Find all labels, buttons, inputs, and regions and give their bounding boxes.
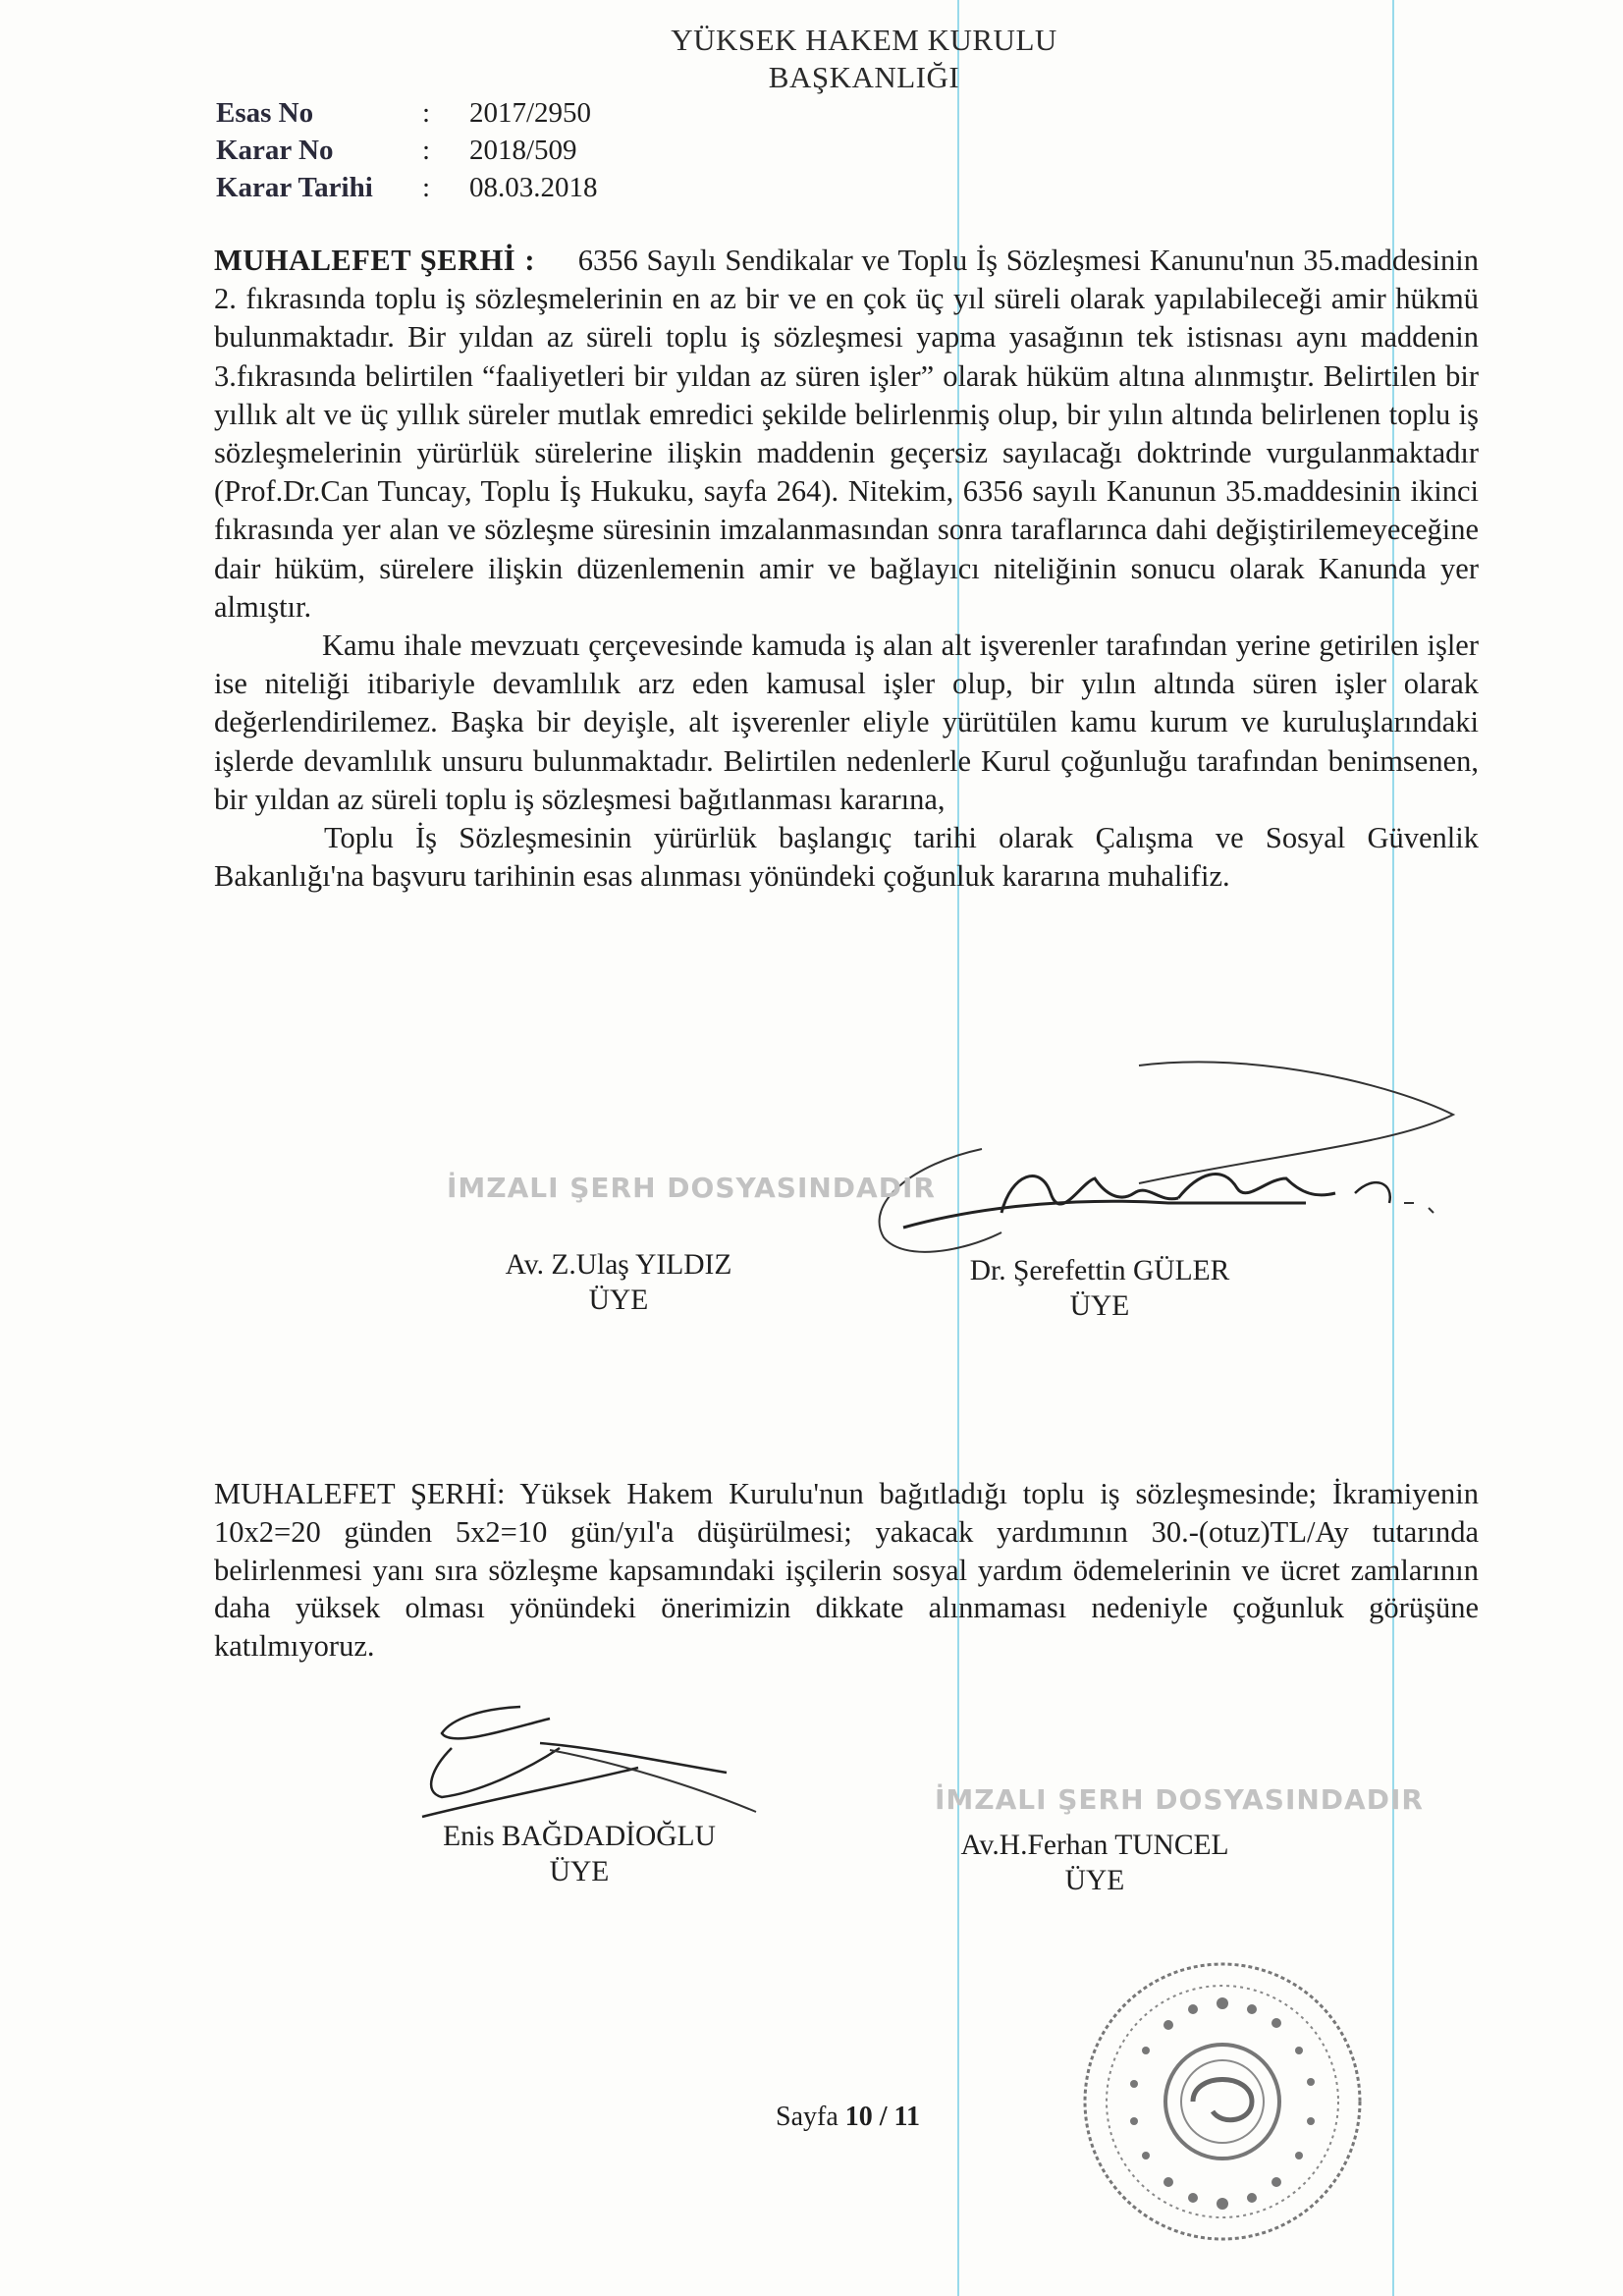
meta-row-tarih: Karar Tarihi : 08.03.2018 xyxy=(216,169,598,206)
signer-yildiz xyxy=(432,1247,805,1318)
signature-bagdadioglu xyxy=(403,1689,776,1836)
case-metadata xyxy=(216,94,598,206)
institution-header xyxy=(589,22,1139,96)
signer-title: ÜYE xyxy=(549,1856,610,1887)
dissent-2-paragraph: MUHALEFET ŞERHİ: Yüksek Hakem Kurulu'nun bağıtladığı toplu iş sözleşmesinde; İkramiyenin 10x2=20 günden 5x2=10 gün/yıl'a düşürülmesi; yakacak yardımının 30.-(otuz)TL/Ay tutarında belirlenmesi yanı sıra sözleşme kapsamındaki işçilerin sosyal yardım ödemelerinin ve ücret zamlarının daha yüksek olması yönündeki önerimizin dikkate alınmaması nedeniyle çoğunluk görüşüne katılmıyoruz. xyxy=(214,1477,1479,1664)
page-total: 11 xyxy=(893,2102,921,2132)
meta-label: Karar Tarihi xyxy=(216,172,373,203)
meta-row-esas: Esas No : 2017/2950 xyxy=(216,94,598,132)
header-line-1: YÜKSEK HAKEM KURULU xyxy=(671,23,1057,57)
signer-name: Av.H.Ferhan TUNCEL xyxy=(960,1830,1229,1861)
signer-title: ÜYE xyxy=(588,1285,649,1316)
dissent-1-heading: MUHALEFET ŞERHİ : xyxy=(214,244,536,277)
dissent-section-2 xyxy=(214,1475,1479,1666)
signature-guler xyxy=(844,1056,1512,1282)
signer-name: Dr. Şerefettin GÜLER xyxy=(969,1255,1230,1286)
page-label: Sayfa xyxy=(776,2102,839,2132)
dissent-1-paragraph-2: Kamu ihale mevzuatı çerçevesinde kamuda iş alan alt işverenler tarafından yerine getirilen işler ise niteliği itibariyle devamlılık arz eden kamusal işler olup, bir yılın altında süren işler olarak değerlendirilemez. Başka bir deyişle, alt işverenler eliyle yürütülen kamu kurum ve kuruluşlarındaki işlerde devamlılık unsuru bulunmaktadır. Belirtilen nedenlerle Kurul çoğunluğu tarafından benimsenen, bir yıldan az süreli toplu iş sözleşmesi bağıtlanması kararına, xyxy=(214,629,1479,816)
dissent-1-paragraph-1 xyxy=(214,242,1479,627)
dissent-section-1 xyxy=(214,242,1479,896)
signer-bagdadioglu xyxy=(393,1819,766,1889)
meta-row-karar: Karar No : 2018/509 xyxy=(216,132,598,169)
page-number xyxy=(776,2102,920,2133)
page-current: 10 xyxy=(844,2102,873,2132)
dissent-1-body: 6356 Sayılı Sendikalar ve Toplu İş Sözleşmesi Kanunu'nun 35.maddesinin 2. fıkrasında toplu iş sözleşmelerinin en az bir ve en çok üç yıl süreli olarak yapılabileceği amir hükmü bulunmaktadır. Bir yıldan az süreli toplu iş sözleşmesi yapma yasağının tek istisnası aynı maddenin 3.fıkrasında belirtilen “faaliyetleri bir yıldan az süren işler” olarak hüküm altına alınmıştır. Belirtilen bir yıllık alt ve üç yıllık süreler mutlak emredici şekilde belirlenmiş olup, bir yılın altında belirlenen toplu iş sözleşmelerinin yürürlük sürelerine ilişkin maddenin geçersiz sayılacağı doktrinde vurgulanmaktadır (Prof.Dr.Can Tuncay, Toplu İş Hukuku, sayfa 264). Nitekim, 6356 sayılı Kanunun 35.maddesinin ikinci fıkrasında yer alan ve sözleşme süresinin imzalanmasından sonra taraflarınca dahi değiştirilemeyeceğine dair hüküm, sürelere ilişkin düzenlemenin amir ve bağlayıcı niteliğinin sonucu olarak Kanunda yer almıştır. xyxy=(214,244,1479,624)
signer-title: ÜYE xyxy=(1064,1865,1125,1896)
signer-name: Av. Z.Ulaş YILDIZ xyxy=(505,1249,732,1281)
signer-name: Enis BAĞDADİOĞLU xyxy=(443,1821,716,1852)
meta-value: 08.03.2018 xyxy=(469,172,598,203)
page-separator: / xyxy=(879,2102,888,2132)
dissent-1-paragraph-3: Toplu İş Sözleşmesinin yürürlük başlangıç tarihi olarak Çalışma ve Sosyal Güvenlik Bakanlığı'na başvuru tarihinin esas alınması yönündeki çoğunluk kararına muhalifiz. xyxy=(214,821,1479,894)
meta-label: Karar No xyxy=(216,135,334,166)
signer-guler xyxy=(913,1253,1286,1324)
meta-label: Esas No xyxy=(216,97,314,129)
signed-copy-stamp: İMZALI ŞERH DOSYASINDADIR xyxy=(935,1783,1424,1816)
meta-value: 2017/2950 xyxy=(469,97,592,129)
meta-value: 2018/509 xyxy=(469,135,577,166)
official-seal xyxy=(1075,1954,1370,2249)
signer-title: ÜYE xyxy=(1069,1290,1130,1322)
header-line-2: BAŞKANLIĞI xyxy=(768,60,960,94)
signed-copy-stamp: İMZALI ŞERH DOSYASINDADIR xyxy=(447,1172,936,1204)
signer-tuncel xyxy=(908,1828,1281,1898)
